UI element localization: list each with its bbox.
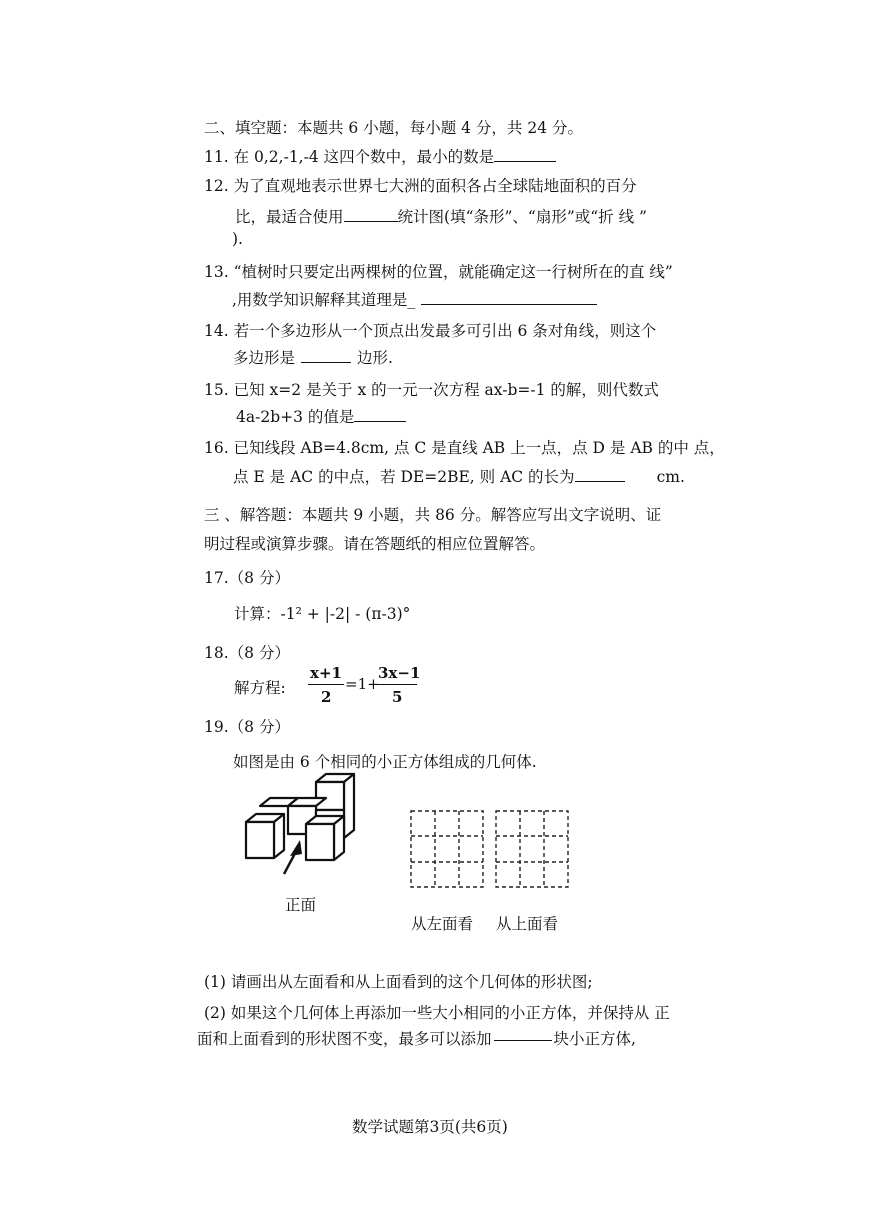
question-12-text-b: 统计图(填“条形”、“扇形”或“折 线 ” — [397, 208, 647, 226]
section3-line1: 三 、解答题：本题共 9 小题，共 86 分。解答应写出文字说明、证 — [204, 506, 662, 524]
left-view-label: 从左面看 — [411, 915, 474, 933]
question-19-part1: (1) 请画出从左面看和从上面看到的这个几何体的形状图; — [204, 973, 593, 991]
answer-blank-15 — [354, 405, 406, 422]
fraction1-denominator: 2 — [321, 688, 332, 706]
top-view-grid[interactable] — [496, 811, 568, 887]
question-11-text: 11. 在 0,2,-1,-4 这四个数中，最小的数是 — [204, 148, 495, 166]
question-17-header: 17.（8 分） — [204, 569, 290, 587]
answer-blank-12 — [344, 205, 398, 222]
question-16-line1: 16. 已知线段 AB=4.8cm, 点 C 是直线 AB 上一点，点 D 是 AB 的中 点， — [204, 439, 725, 457]
question-15-text: 4a-2b+3 的值是 — [236, 408, 355, 426]
section3-line2: 明过程或演算步骤。请在答题纸的相应位置解答。 — [204, 535, 546, 553]
question-19-part2-text: 面和上面看到的形状图不变，最多可以添加 — [197, 1030, 492, 1048]
front-label: 正面 — [285, 896, 317, 914]
answer-blank-19 — [494, 1040, 552, 1041]
fraction2-denominator: 5 — [392, 688, 403, 706]
question-19-part2-line2 — [197, 1029, 636, 1049]
arrow-head-icon — [290, 840, 302, 856]
question-19-part2-line1: (2) 如果这个几何体上再添加一些大小相同的小正方体，并保持从 正 — [204, 1004, 670, 1022]
question-13-line2 — [232, 288, 597, 310]
top-view-label: 从上面看 — [496, 915, 559, 933]
equation-middle: =1+ — [345, 675, 380, 693]
fraction2-bar — [377, 684, 417, 685]
question-12-line3: ). — [232, 230, 243, 248]
question-12-line2 — [235, 205, 647, 227]
answer-grids — [408, 808, 576, 890]
question-16-text-a: 点 E 是 AC 的中点，若 DE=2BE, 则 AC 的长为 — [233, 468, 575, 486]
answer-blank-13 — [421, 288, 597, 305]
page-footer: 数学试题第3页(共6页) — [352, 1118, 508, 1136]
fraction1-bar — [308, 684, 344, 685]
fraction1-numerator: x+1 — [310, 664, 342, 682]
question-19-part2-text-b: 块小正方体, — [553, 1030, 636, 1048]
question-18-header: 18.（8 分） — [204, 644, 290, 662]
question-13-line1: 13. “植树时只要定出两棵树的位置，就能确定这一行树所在的直 线” — [204, 263, 673, 281]
question-16-line2 — [233, 465, 685, 487]
question-14-line2 — [233, 346, 393, 368]
answer-blank-14 — [301, 346, 351, 363]
question-18-label: 解方程: — [234, 679, 286, 697]
question-14-text-b: 边形. — [357, 349, 393, 367]
question-14-line1: 14. 若一个多边形从一个顶点出发最多可引出 6 条对角线，则这个 — [204, 322, 657, 340]
left-view-grid[interactable] — [411, 811, 483, 887]
section2-heading: 二、填空题：本题共 6 小题，每小题 4 分，共 24 分。 — [204, 119, 584, 137]
question-13-text: ,用数学知识解释其道理是_ — [232, 291, 416, 309]
question-17-expression: 计算：-1² + |-2| - (π-3)° — [234, 605, 411, 623]
answer-blank-11 — [494, 145, 556, 162]
question-16-unit: cm. — [656, 468, 685, 486]
question-12-line1: 12. 为了直观地表示世界七大洲的面积各占全球陆地面积的百分 — [204, 177, 637, 195]
question-19-header: 19.（8 分） — [204, 718, 290, 736]
question-14-text-a: 多边形是 — [233, 349, 296, 367]
question-15-line2 — [236, 405, 406, 427]
question-11 — [204, 145, 556, 167]
question-12-text-a: 比，最适合使用 — [235, 208, 344, 226]
cube-solid-figure — [240, 770, 360, 885]
answer-blank-16 — [575, 465, 625, 482]
question-19-intro: 如图是由 6 个相同的小正方体组成的几何体. — [233, 753, 537, 771]
question-15-line1: 15. 已知 x=2 是关于 x 的一元一次方程 ax-b=-1 的解，则代数式 — [204, 381, 659, 399]
fraction2-numerator: 3x−1 — [378, 664, 421, 682]
